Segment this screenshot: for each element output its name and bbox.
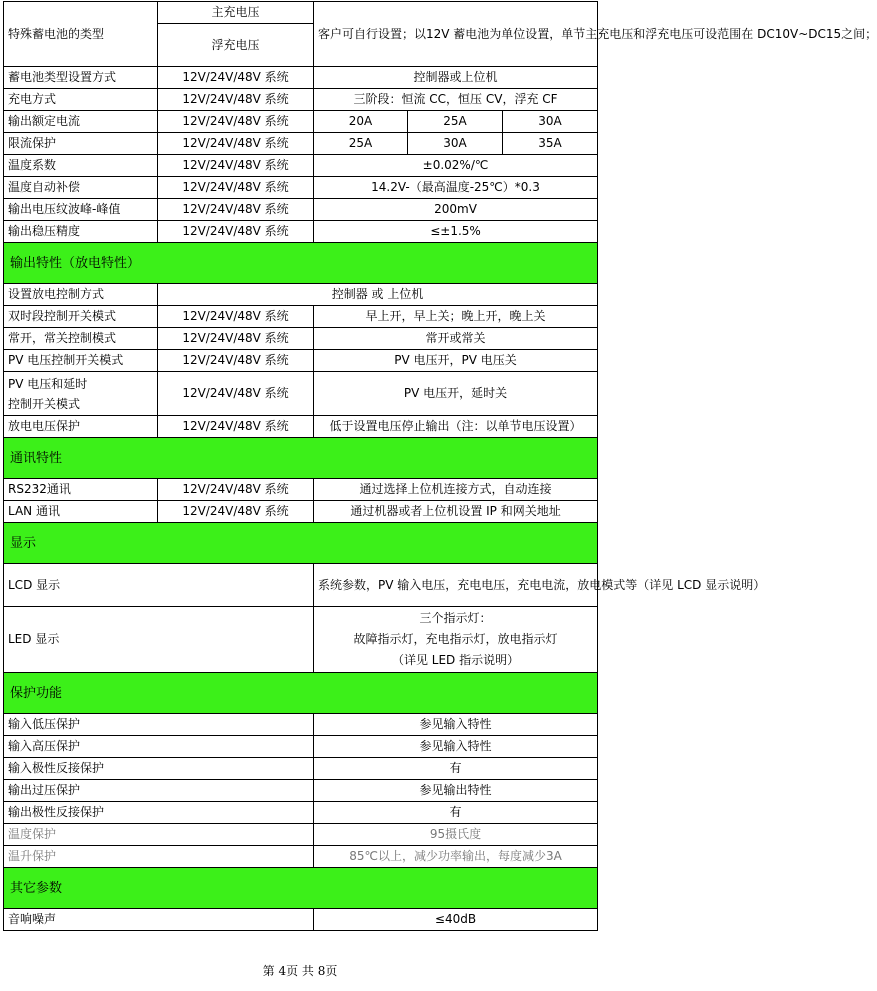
row-value: 有 [314, 758, 598, 780]
section-header-output: 输出特性（放电特性） [4, 243, 598, 284]
current-value-48v: 30A [503, 111, 598, 133]
row-label: 常开，常关控制模式 [4, 328, 158, 350]
system-label: 12V/24V/48V 系统 [158, 416, 314, 438]
row-value: 14.2V-（最高温度-25℃）*0.3 [314, 177, 598, 199]
section-header-protect: 保护功能 [4, 673, 598, 714]
row-label: 温升保护 [4, 846, 314, 868]
row-value: 通过机器或者上位机设置 IP 和网关地址 [314, 501, 598, 523]
row-value: 低于设置电压停止输出（注：以单节电压设置） [314, 416, 598, 438]
current-value-12v: 20A [314, 111, 408, 133]
row-label: 音响噪声 [4, 909, 314, 931]
led-line: 故障指示灯，充电指示灯，放电指示灯 [353, 632, 558, 646]
row-value: 系统参数，PV 输入电压，充电电压，充电电流，放电模式等（详见 LCD 显示说明） [314, 564, 598, 607]
row-label: PV 电压控制开关模式 [4, 350, 158, 372]
row-value: ±0.02%/℃ [314, 155, 598, 177]
system-label: 12V/24V/48V 系统 [158, 155, 314, 177]
row-value: PV 电压开，延时关 [314, 372, 598, 416]
row-label: LCD 显示 [4, 564, 314, 607]
system-label: 12V/24V/48V 系统 [158, 111, 314, 133]
row-value: 通过选择上位机连接方式，自动连接 [314, 479, 598, 501]
limit-value-12v: 25A [314, 133, 408, 155]
system-label: 12V/24V/48V 系统 [158, 89, 314, 111]
row-label: LED 显示 [4, 607, 314, 673]
system-label: 12V/24V/48V 系统 [158, 67, 314, 89]
row-value: ≤±1.5% [314, 221, 598, 243]
row-value: 控制器 或 上位机 [158, 284, 598, 306]
system-label: 12V/24V/48V 系统 [158, 350, 314, 372]
row-label-line: 控制开关模式 [8, 396, 81, 411]
system-label: 12V/24V/48V 系统 [158, 177, 314, 199]
row-label: 充电方式 [4, 89, 158, 111]
main-voltage-label: 主充电压 [158, 2, 314, 24]
row-label: LAN 通讯 [4, 501, 158, 523]
battery-type-label: 特殊蓄电池的类型 [4, 2, 158, 67]
row-value: 常开或常关 [314, 328, 598, 350]
row-label: 输出稳压精度 [4, 221, 158, 243]
limit-value-24v: 30A [408, 133, 503, 155]
system-label: 12V/24V/48V 系统 [158, 372, 314, 416]
row-label: 温度系数 [4, 155, 158, 177]
row-label: 输出电压纹波峰-峰值 [4, 199, 158, 221]
row-label: 双时段控制开关模式 [4, 306, 158, 328]
row-label: 限流保护 [4, 133, 158, 155]
led-line: （详见 LED 指示说明） [391, 653, 520, 667]
row-value: 200mV [314, 199, 598, 221]
row-value: PV 电压开，PV 电压关 [314, 350, 598, 372]
row-label: 输入极性反接保护 [4, 758, 314, 780]
row-label: 输出极性反接保护 [4, 802, 314, 824]
row-value: 早上开，早上关；晚上开，晚上关 [314, 306, 598, 328]
row-value: 参见输入特性 [314, 736, 598, 758]
section-header-other: 其它参数 [4, 868, 598, 909]
row-label: 输入高压保护 [4, 736, 314, 758]
system-label: 12V/24V/48V 系统 [158, 199, 314, 221]
row-value: ≤40dB [314, 909, 598, 931]
row-label: RS232通讯 [4, 479, 158, 501]
row-value: 参见输出特性 [314, 780, 598, 802]
row-value: 有 [314, 802, 598, 824]
row-value: 95摄氏度 [314, 824, 598, 846]
system-label: 12V/24V/48V 系统 [158, 221, 314, 243]
limit-value-48v: 35A [503, 133, 598, 155]
row-label: 温度保护 [4, 824, 314, 846]
section-header-display: 显示 [4, 523, 598, 564]
led-line: 三个指示灯： [419, 611, 492, 625]
row-label: 温度自动补偿 [4, 177, 158, 199]
row-label-line: PV 电压和延时 [8, 376, 88, 391]
row-value: 控制器或上位机 [314, 67, 598, 89]
page-footer: 第 4页 共 8页 [262, 964, 338, 978]
row-label: 输出过压保护 [4, 780, 314, 802]
row-label-pv-delay [4, 372, 158, 416]
led-value [314, 607, 598, 673]
float-voltage-label: 浮充电压 [158, 24, 314, 67]
row-value: 85℃以上，减少功率输出，每度减少3A [314, 846, 598, 868]
system-label: 12V/24V/48V 系统 [158, 479, 314, 501]
spec-table [3, 1, 877, 931]
row-value: 三阶段：恒流 CC，恒压 CV，浮充 CF [314, 89, 598, 111]
current-value-24v: 25A [408, 111, 503, 133]
row-label: 输出额定电流 [4, 111, 158, 133]
row-label: 输入低压保护 [4, 714, 314, 736]
row-label: 蓄电池类型设置方式 [4, 67, 158, 89]
row-value: 参见输入特性 [314, 714, 598, 736]
battery-type-description: 客户可自行设置；以12V 蓄电池为单位设置，单节主充电压和浮充电压可设范围在 DC10V~DC15之间； [314, 2, 598, 67]
system-label: 12V/24V/48V 系统 [158, 501, 314, 523]
system-label: 12V/24V/48V 系统 [158, 328, 314, 350]
row-label: 设置放电控制方式 [4, 284, 158, 306]
system-label: 12V/24V/48V 系统 [158, 133, 314, 155]
system-label: 12V/24V/48V 系统 [158, 306, 314, 328]
section-header-comm: 通讯特性 [4, 438, 598, 479]
row-label: 放电电压保护 [4, 416, 158, 438]
